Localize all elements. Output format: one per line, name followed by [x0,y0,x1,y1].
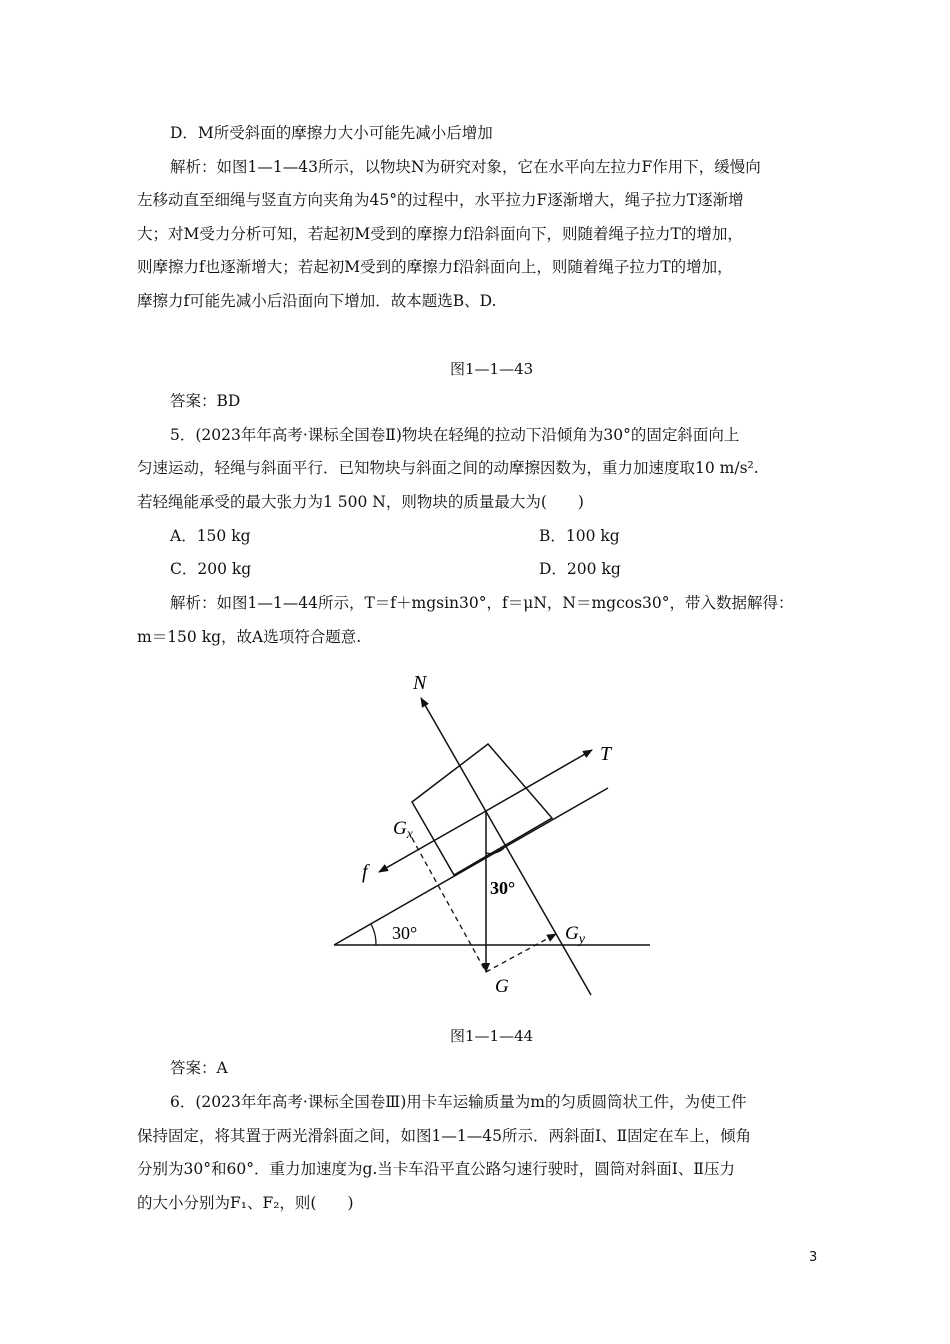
label-angle-inner: 30° [490,878,516,898]
question-6-line-4: 的大小分别为F₁、F₂，则( ) [137,1194,354,1212]
option-d: D．200 kg [539,560,621,578]
label-gx: $G_x$ [393,818,413,842]
analysis-5-line-1: 解析：如图1—1—44所示，T＝f＋mgsin30°，f＝μN，N＝mgcos30°，带入数据解得： [170,594,794,612]
label-f: f [362,861,368,883]
option-b: B．100 kg [539,527,620,545]
analysis-4-line-2: 左移动直至细绳与竖直方向夹角为45°的过程中，水平拉力F逐渐增大，绳子拉力T逐渐增 [137,191,744,209]
label-g: G [495,976,509,997]
option-a: A．150 kg [170,527,251,545]
dashed-gx-projection [412,838,486,972]
label-t: T [600,743,612,765]
options-row-2 [170,559,621,579]
label-gy: $G_y$ [565,923,585,947]
analysis-4-line-4: 则摩擦力f也逐渐增大；若起初M受到的摩擦力f沿斜面向上，则随着绳子拉力T的增加， [137,258,733,276]
label-angle-base: 30° [392,923,418,943]
analysis-4-line-3: 大；对M受力分析可知，若起初M受到的摩擦力f沿斜面向下，则随着绳子拉力T的增加， [137,225,743,243]
base-angle-arc [371,924,376,945]
question-6-line-2: 保持固定，将其置于两光滑斜面之间，如图1—1—45所示．两斜面Ⅰ、Ⅱ固定在车上，倾角 [137,1127,752,1145]
force-diagram-figure [320,665,660,1005]
analysis-5-line-2: m＝150 kg，故A选项符合题意. [137,628,362,646]
figure-44-caption: 图1—1—44 [450,1027,534,1045]
block [412,744,552,875]
option-c: C．200 kg [170,560,252,578]
question-6-line-1: 6．(2023年年高考·课标全国卷Ⅲ)用卡车运输质量为m的匀质圆筒状工件，为使工件 [170,1093,747,1111]
options-row-1 [170,526,620,546]
question-6-line-3: 分别为30°和60°．重力加速度为g.当卡车沿平直公路匀速行驶时，圆筒对斜面Ⅰ、Ⅱ压力 [137,1160,735,1178]
question-5-line-2: 匀速运动，轻绳与斜面平行．已知物块与斜面之间的动摩擦因数为，重力加速度取10 m/s². [137,459,759,477]
question-5-line-3: 若轻绳能承受的最大张力为1 500 N，则物块的质量最大为( ) [137,493,584,511]
question-5-line-1: 5．(2023年年高考·课标全国卷Ⅱ)物块在轻绳的拉动下沿倾角为30°的固定斜面向上 [170,426,740,444]
dashed-gy-projection [486,934,556,972]
analysis-4-line-1: 解析：如图1—1—43所示，以物块N为研究对象，它在水平向左拉力F作用下，缓慢向 [170,158,761,176]
option-d-previous: D．M所受斜面的摩擦力大小可能先减小后增加 [170,124,493,142]
answer-5: 答案：A [170,1059,228,1077]
figure-43-caption: 图1—1—43 [450,360,534,378]
normal-force-line [421,698,591,995]
incline-line [334,788,608,945]
answer-4: 答案：BD [170,392,241,410]
page-number: 3 [809,1250,818,1265]
analysis-4-line-5: 摩擦力f可能先减小后沿面向下增加．故本题选B、D. [137,292,497,310]
label-n: N [413,672,427,694]
